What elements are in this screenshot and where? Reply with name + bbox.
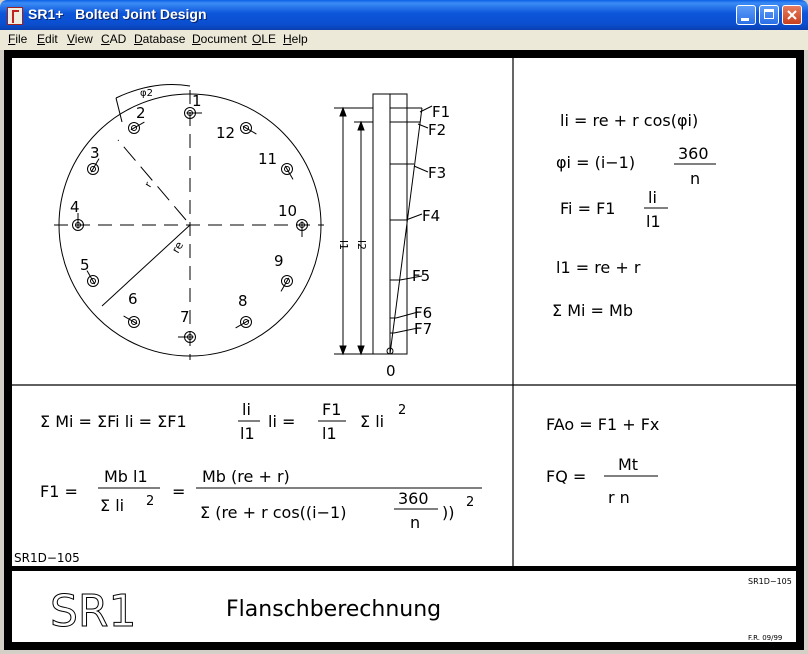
drawing-sheet (4, 50, 804, 650)
formula-fi: Fi = F1 (560, 199, 616, 218)
formula-fi-den: l1 (646, 212, 661, 231)
formula-fi-num: li (648, 188, 657, 207)
maximize-button[interactable] (759, 5, 779, 25)
maximize-icon (764, 9, 774, 19)
formula-fao: FAo = F1 + Fx (546, 415, 660, 434)
force-label-f5: F5 (412, 267, 431, 285)
formula-li: li = re + r cos(φi) (560, 111, 699, 130)
menu-help[interactable]: Help (283, 32, 308, 46)
force-label-f6: F6 (414, 304, 433, 322)
force-label-f4: F4 (422, 207, 441, 225)
bolt-label-4: 4 (70, 198, 80, 216)
formula-b2-big-num2: 360 (398, 489, 429, 508)
menu-database[interactable]: Database (134, 32, 186, 46)
formula-b2-exp: 2 (466, 495, 475, 510)
formula-phi-num: 360 (678, 144, 709, 163)
menu-view[interactable]: View (67, 32, 93, 46)
app-icon[interactable] (7, 7, 23, 25)
l2-label: l2 (355, 240, 368, 251)
formula-b1-frac1-num: li (242, 400, 251, 419)
formula-b1-frac1-den: l1 (240, 424, 255, 443)
bolt-label-3: 3 (90, 144, 100, 162)
sr1-logo: SR1 (50, 586, 137, 637)
phi2-label: φ2 (140, 88, 153, 99)
formula-b2-num: Mb l1 (104, 467, 148, 486)
bolt-label-7: 7 (180, 308, 190, 326)
re-label: re (169, 239, 187, 256)
formula-b2-big-den2: n (410, 513, 421, 532)
formula-b2-eq: = (172, 482, 186, 501)
menu-cad[interactable]: CAD (101, 32, 127, 46)
minimize-icon (741, 18, 749, 21)
formula-b2-close: )) (442, 503, 455, 522)
reference-code: SR1D−105 (14, 551, 80, 565)
bolt-label-5: 5 (80, 256, 90, 274)
formula-b2-lhs: F1 = (40, 482, 78, 501)
minimize-button[interactable] (736, 5, 756, 25)
formula-b2-big-den: Σ (re + r cos((i−1) (200, 503, 347, 522)
close-button[interactable] (782, 5, 802, 25)
bolt-label-9: 9 (274, 252, 284, 270)
formula-fq-num: Mt (618, 455, 639, 474)
formula-fq-den: r n (608, 488, 630, 507)
bolt-label-10: 10 (278, 202, 298, 220)
menu-bar (0, 30, 808, 50)
title-block-code: SR1D−105 (748, 577, 792, 586)
force-label-f7: F7 (414, 320, 433, 338)
title-bar (0, 0, 808, 30)
title-block-author: F.R. 09/99 (748, 634, 783, 642)
menu-ole[interactable]: OLE (252, 32, 277, 46)
bolt-label-8: 8 (238, 292, 248, 310)
formula-phi: φi = (i−1) (556, 153, 636, 172)
bolt-label-12: 12 (216, 124, 236, 142)
window-title: SR1+ Bolted Joint Design (28, 6, 207, 22)
bolt-label-1: 1 (192, 92, 202, 110)
formula-phi-den: n (690, 169, 701, 188)
bolt-label-6: 6 (128, 290, 138, 308)
force-label-f3: F3 (428, 164, 447, 182)
formula-sum-mi: Σ Mi = Mb (552, 301, 633, 320)
bolt-label-2: 2 (136, 104, 146, 122)
drawing-canvas[interactable] (4, 50, 804, 650)
formula-l1: l1 = re + r (556, 258, 641, 277)
force-label-f1: F1 (432, 103, 451, 121)
force-label-f2: F2 (428, 121, 447, 139)
formula-b2-den: Σ li (100, 496, 125, 515)
formula-b1: Σ Mi = ΣFi li = ΣF1 (40, 412, 187, 431)
formula-b1-mid: li = (268, 412, 296, 431)
title-block-caption: Flanschberechnung (226, 597, 442, 622)
menu-file[interactable]: File (8, 32, 28, 46)
formula-fq: FQ = (546, 467, 587, 486)
r-label: r (143, 180, 155, 190)
formula-b2-den-exp: 2 (146, 494, 155, 509)
bolt-label-11: 11 (258, 150, 278, 168)
l1-label: l1 (337, 240, 350, 251)
menu-document[interactable]: Document (192, 32, 247, 46)
formula-b2-big-num: Mb (re + r) (202, 467, 290, 486)
close-icon (783, 6, 801, 24)
formula-b1-frac2-num: F1 (322, 400, 342, 419)
formula-b1-frac2-den: l1 (322, 424, 337, 443)
zero-label: 0 (386, 362, 396, 380)
formula-b1-tail: Σ li (360, 412, 385, 431)
menu-edit[interactable]: Edit (37, 32, 58, 46)
formula-b1-exp: 2 (398, 403, 407, 418)
